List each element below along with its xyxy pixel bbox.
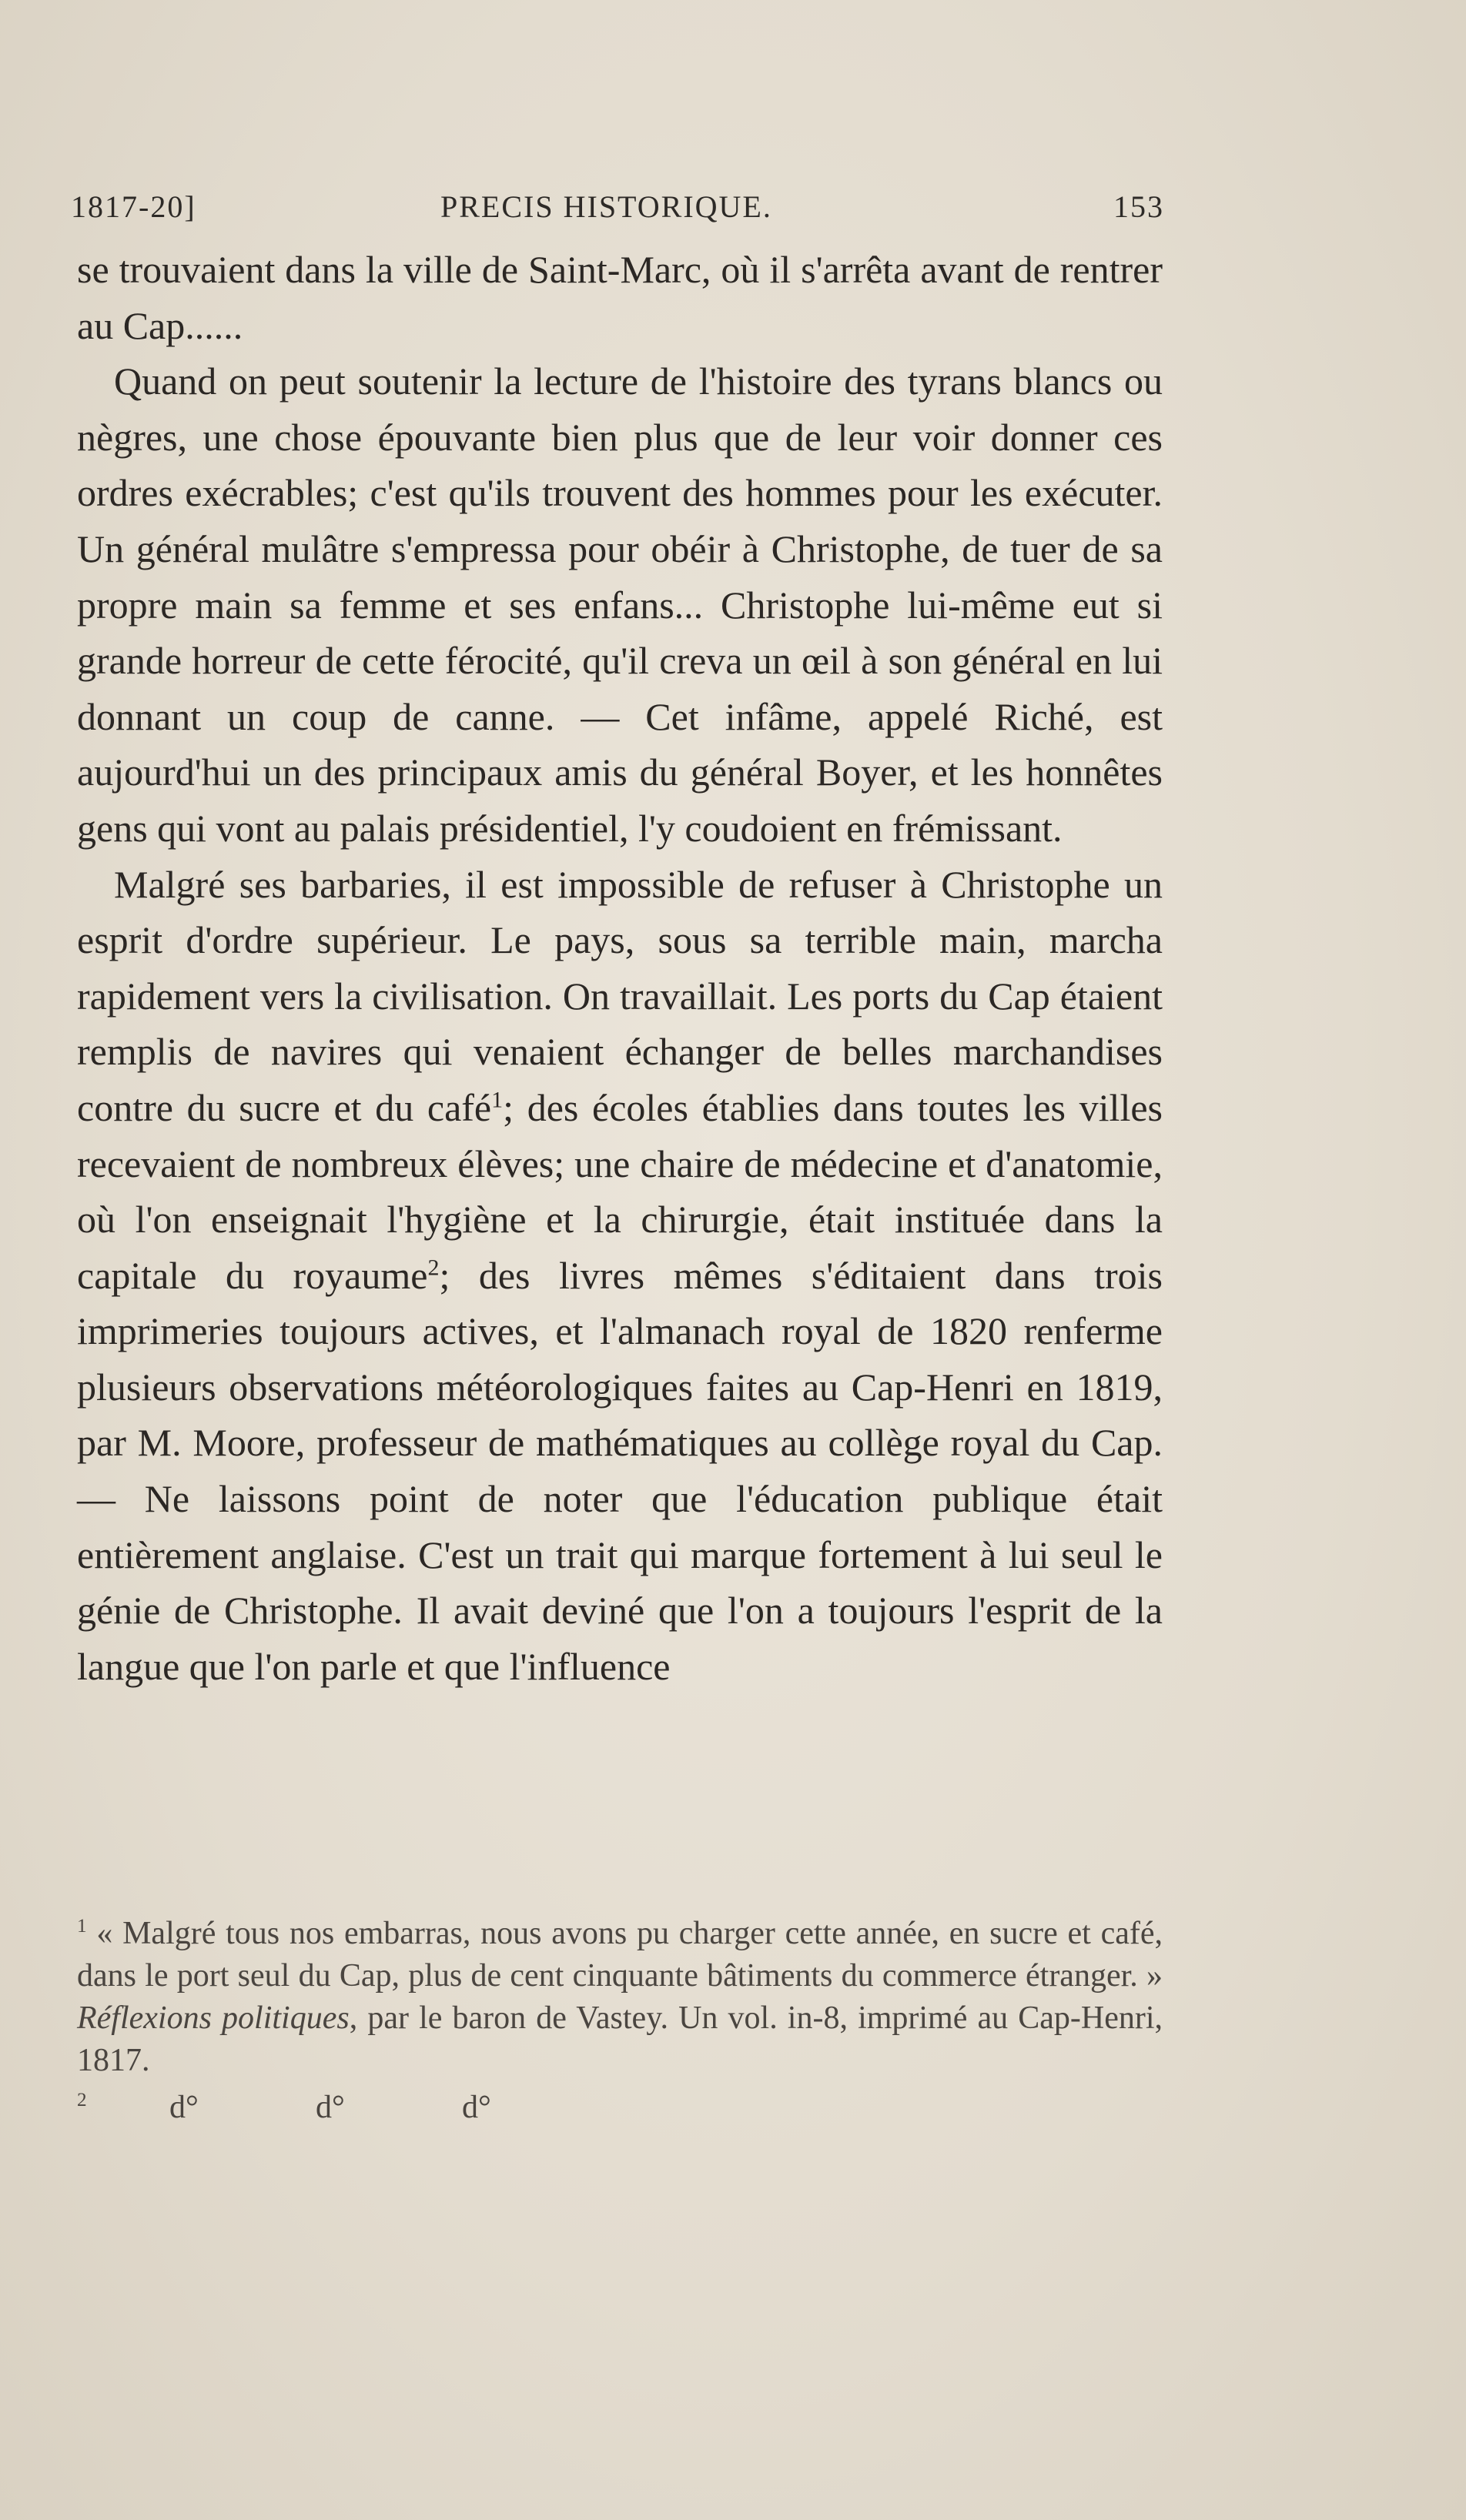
header-title: PRECIS HISTORIQUE.	[440, 189, 772, 224]
footnote-2-mark-num: 2	[77, 2090, 87, 2111]
footnotes	[77, 1913, 1163, 2129]
footnote-2-ditto-3: d°	[462, 2090, 491, 2125]
footnote-ref-2: 2	[427, 1255, 440, 1281]
main-text	[77, 242, 1163, 1694]
footnote-1-book-title: Réflexions politiques	[77, 2000, 350, 2036]
footnote-2-ditto-1: d°	[169, 2090, 199, 2125]
footnote-1-text-b: , par le baron de Vastey. Un vol. in-8, imprimé au Cap-Henri, 1817.	[77, 2000, 1163, 2078]
paragraph-3-part-3: ; des livres mêmes s'éditaient dans trois imprimeries toujours actives, et l'almanach royal de 1820 renferme plusieurs observations météorologiques faites au Cap-Henri en 1819, par M. Moore, professeur de mathématiques au collège royal du Cap. — Ne laissons point de noter que l'éducation publique était entièrement anglaise. C'est un trait qui marque fortement à lui seul le génie de Christophe. Il avait deviné que l'on a toujours l'esprit de la langue que l'on parle et que l'influence	[77, 1253, 1163, 1688]
paragraph-2: Quand on peut soutenir la lecture de l'histoire des tyrans blancs ou nègres, une chose épouvante bien plus que de leur voir donner ces ordres exécrables; c'est qu'ils trouvent des hommes pour les exécuter. Un général mulâtre s'empressa pour obéir à Christophe, de tuer de sa propre main sa femme et ses enfans... Christophe lui-même eut si grande horreur de cette férocité, qu'il creva un œil à son général en lui donnant un coup de canne. — Cet infâme, appelé Riché, est aujourd'hui un des principaux amis du général Boyer, et les honnêtes gens qui vont au palais présidentiel, l'y coudoient en frémissant.	[77, 359, 1163, 850]
paragraph-1: se trouvaient dans la ville de Saint-Marc, où il s'arrêta avant de rentrer au Cap......	[77, 248, 1163, 347]
running-header	[71, 189, 1164, 235]
paragraph-3-part-1: Malgré ses barbaries, il est impossible de refuser à Christophe un esprit d'ordre supérieur. Le pays, sous sa terrible main, marcha rapidement vers la civilisation. On travaillait. Les ports du Cap étaient remplis de navires qui venaient échanger de belles marchandises contre du sucre et du café	[77, 862, 1163, 1129]
paragraph-3-part-2: ; des écoles établies dans toutes les villes recevaient de nombreux élèves; une chaire de médecine et d'anatomie, où l'on enseignait l'hygiène et la chirurgie, était instituée dans la capitale du royaume	[77, 1085, 1163, 1297]
footnote-1-text-a: « Malgré tous nos embarras, nous avons pu charger cette année, en sucre et café, dans le port seul du Cap, plus de cent cinquante bâtiments du commerce étranger. »	[77, 1916, 1163, 1994]
footnote-1-mark: 1	[77, 1916, 87, 1937]
footnote-ref-1: 1	[491, 1087, 504, 1113]
footnote-2	[77, 2087, 1163, 2129]
footnote-1	[77, 1913, 1163, 2082]
footnote-2-mark	[77, 2087, 169, 2129]
page-number: 153	[1113, 189, 1164, 224]
paragraph-3	[77, 857, 1163, 1695]
header-date-range: 1817-20]	[71, 189, 196, 224]
footnote-2-ditto-2: d°	[316, 2090, 345, 2125]
